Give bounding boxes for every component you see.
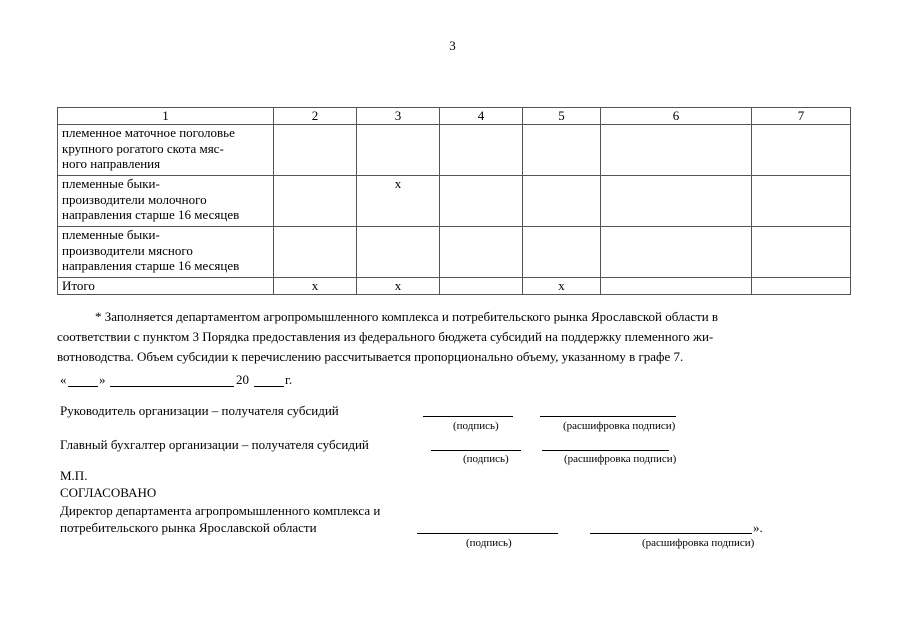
date-year-prefix: 20 [236,372,249,387]
header-row [58,108,851,125]
table-cell [440,278,523,295]
table-cell: х [274,278,357,295]
head-name-caption: (расшифровка подписи) [563,420,676,432]
table-cell [357,227,440,278]
table-cell [274,125,357,176]
total-row [58,278,851,295]
table-cell [274,227,357,278]
row-label-line: производители молочного [62,191,207,207]
table-cell: х [357,176,440,227]
table-cell [601,125,752,176]
footnote-line: * Заполняется департаментом агропромышленного комплекса и потребительского рынка Ярославской области в [95,309,719,324]
table-cell: х [357,278,440,295]
date-close-quote: » [99,372,106,387]
accountant-signature-caption: (подпись) [463,453,509,465]
director-label-line-2: потребительского рынка Ярославской области [60,520,317,535]
head-signature-label: Руководитель организации – получателя субсидий [60,403,339,418]
date-year-suffix: г. [285,372,293,387]
footnote-line: соответствии с пунктом 3 Порядка предоставления из федерального бюджета субсидий на поддержку племенного жи- [57,329,714,344]
table-row [58,227,851,278]
footnote [57,307,850,367]
row-label-line: крупного рогатого скота мяс- [62,140,224,156]
table-cell: х [523,278,601,295]
column-header-2: 2 [274,108,357,125]
accountant-signature-label: Главный бухгалтер организации – получателя субсидий [60,437,369,452]
table-cell [357,125,440,176]
row-label-line: ного направления [62,156,161,171]
table-cell [752,125,851,176]
table-cell [601,278,752,295]
table-cell [523,176,601,227]
row-label-line: производители мясного [62,242,193,258]
table-cell [523,227,601,278]
row-label-line: племенные быки- [62,176,160,191]
director-label-line-1: Директор департамента агропромышленного комплекса и [60,503,381,518]
table-cell [601,227,752,278]
row-label-line: племенное маточное поголовье [62,125,235,140]
row-label-line: племенные быки- [62,227,160,242]
director-name-caption: (расшифровка подписи) [642,537,755,549]
head-signature-field[interactable] [423,416,513,417]
head-name-field[interactable] [540,416,676,417]
table-row [58,125,851,176]
column-header-7: 7 [752,108,851,125]
head-signature-caption: (подпись) [453,420,499,432]
accountant-name-field[interactable] [542,450,669,451]
column-header-1: 1 [58,108,274,125]
footnote-line: вотноводства. Объем субсидии к перечислению рассчитывается пропорционально объему, указанному в графе 7. [57,349,684,364]
approved-label: СОГЛАСОВАНО [60,485,157,500]
director-signature-caption: (подпись) [466,537,512,549]
footnote-marker: * [95,309,102,324]
table-cell [752,176,851,227]
column-header-3: 3 [357,108,440,125]
date-day-field[interactable] [68,386,98,387]
date-year-field[interactable] [254,386,284,387]
subsidy-table [57,107,851,295]
table-cell [752,227,851,278]
director-closing-quote: ». [753,520,763,535]
row-label-line: направления старше 16 месяцев [62,207,240,222]
table-cell [523,125,601,176]
column-header-5: 5 [523,108,601,125]
director-name-field[interactable] [590,533,752,534]
date-month-field[interactable] [110,386,234,387]
row-label [58,125,274,176]
page-number: 3 [449,38,456,53]
seal-label: М.П. [60,468,88,483]
row-label [58,227,274,278]
table-cell [274,176,357,227]
director-signature-field[interactable] [417,533,558,534]
row-label [58,176,274,227]
accountant-name-caption: (расшифровка подписи) [564,453,677,465]
table-cell [601,176,752,227]
column-header-4: 4 [440,108,523,125]
accountant-signature-field[interactable] [431,450,521,451]
row-label-line: направления старше 16 месяцев [62,258,240,273]
total-label: Итого [58,278,274,295]
table-cell [440,176,523,227]
column-header-6: 6 [601,108,752,125]
date-open-quote: « [60,372,67,387]
table-cell [752,278,851,295]
table-cell [440,125,523,176]
table-cell [440,227,523,278]
table-row [58,176,851,227]
